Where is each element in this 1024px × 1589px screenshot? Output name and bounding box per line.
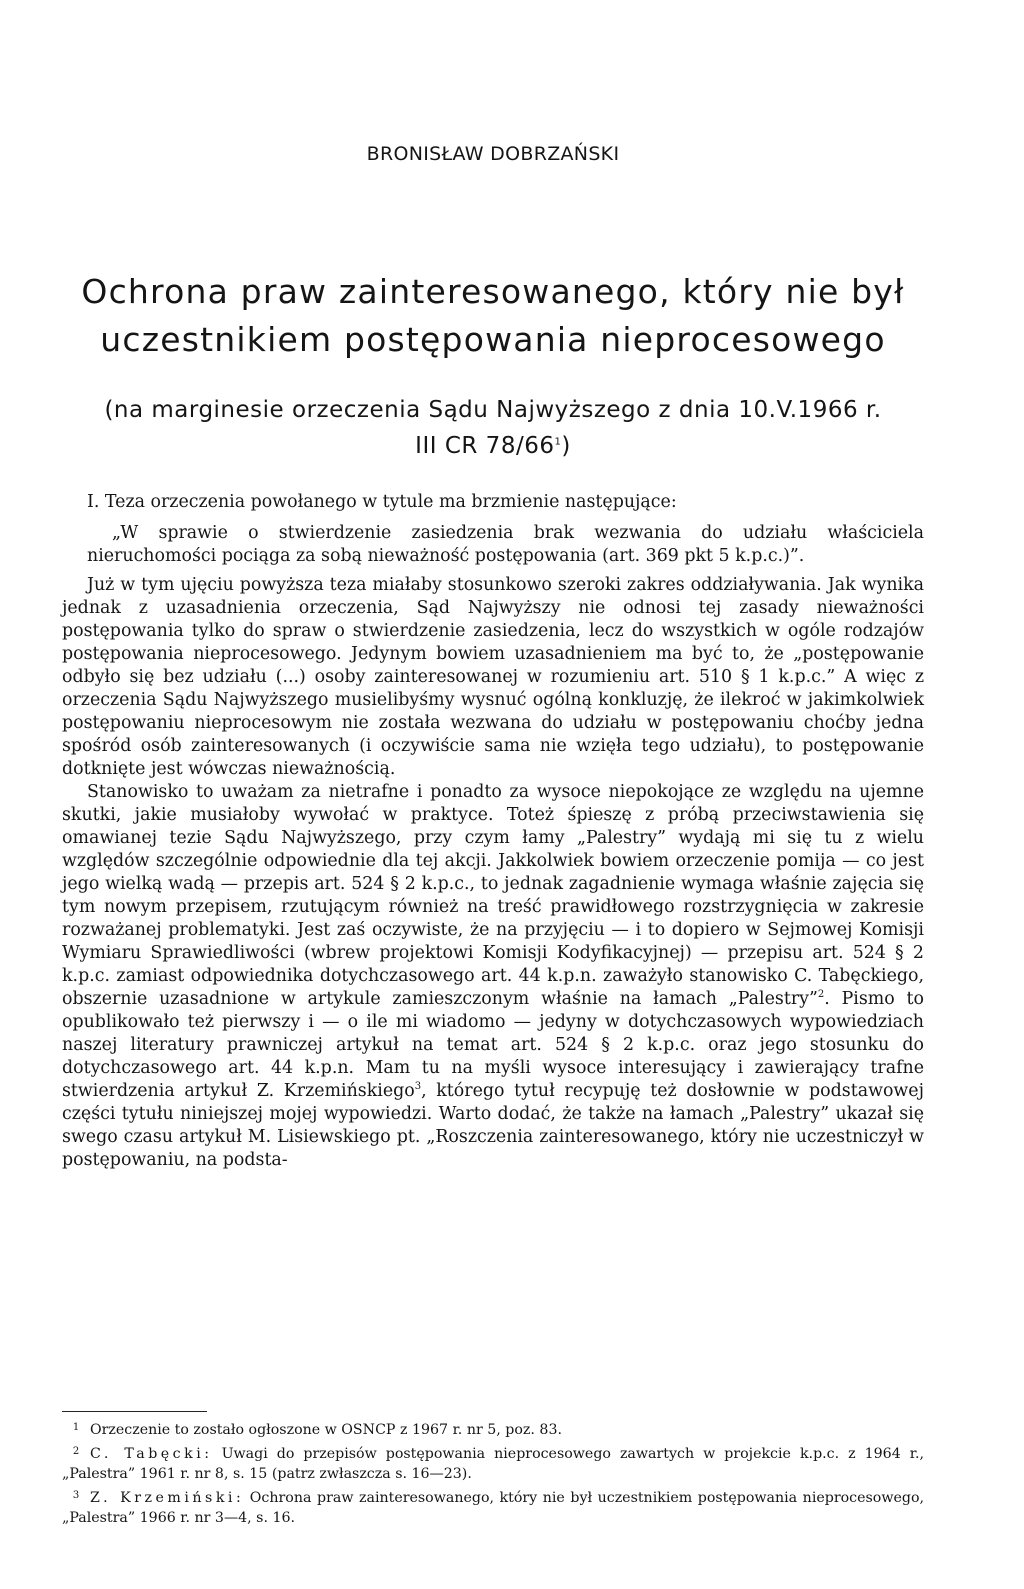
title-line-1: Ochrona praw zainteresowanego, który nie był [81, 272, 905, 311]
footnote-number: 1 [72, 1422, 80, 1433]
footnote-number: 2 [72, 1446, 80, 1457]
subtitle-line-1: (na marginesie orzeczenia Sądu Najwyższego z dnia 10.V.1966 r. [104, 397, 882, 423]
footnote-ref-2: 2 [817, 989, 825, 1001]
author-name: BRONISŁAW DOBRZAŃSKI [366, 143, 620, 165]
footnote-author: C. Tabęcki: [90, 1446, 213, 1462]
paragraph-3-part-b: . Pismo to opublikowało też pierwszy i — o ile mi wiadomo — jedyny w dotychczasowych wypowiedziach naszej literatury prawniczej artykuł na temat art. 524 § 2 k.p.c. oraz jego stosunku do dotychczasowego art. 44 k.p.n. Mam tu na myśli wysoce interesujący i zawierający trafne stwierdzenia artykuł Z. Krzemińskiego [62, 989, 924, 1101]
footnotes [62, 1418, 924, 1530]
paragraph-3-part-a: Stanowisko to uważam za nietrafne i ponadto za wysoce niepokojące ze względu na ujemne skutki, jakie musiałoby wywołać w praktyce. Toteż śpieszę z próbą przeciwstawienia się omawianej tezie Sądu Najwyższego, przy czym łamy „Palestry” wydają mi się tu z wielu względów szczególnie odpowiednie dla tej akcji. Jakkolwiek bowiem orzeczenie pomija — co jest jego wielką wadą — przepis art. 524 § 2 k.p.c., to jednak zagadnienie wymaga właśnie zajęcia się tym nowym przepisem, rzutującym również na treść prawidłowego rozstrzygnięcia w zakresie rozważanej problematyki. Jest zaś oczywiste, że na przyjęciu — i to dopiero w Sejmowej Komisji Wymiaru Sprawiedliwości (wbrew projektowi Komisji Kodyfikacyjnej) — przepisu art. 524 § 2 k.p.c. zamiast odpowiednika dotychczasowego art. 44 k.p.n. zaważyło stanowisko C. Tabęckiego, obszernie uzasadnione w artykule zamieszczonym właśnie na łamach „Palestry” [62, 782, 924, 1009]
footnote-author: Z. Krzemiński: [90, 1490, 245, 1506]
footnote-text: Uwagi do przepisów postępowania nieprocesowego zawartych w projekcie k.p.c. z 1964 r., „Palestra” 1961 r. nr 8, s. 15 (patrz zwłaszcza s. 16—23). [62, 1446, 924, 1482]
footnote-2 [62, 1442, 924, 1484]
footnote-text: Ochrona praw zainteresowanego, który nie był uczestnikiem postępowania nieprocesowego, „Palestra” 1966 r. nr 3—4, s. 16. [62, 1490, 924, 1526]
footnote-1 [62, 1418, 924, 1440]
paragraph-1: I. Teza orzeczenia powołanego w tytule ma brzmienie następujące: [87, 492, 677, 512]
paragraph-2: Już w tym ujęciu powyższa teza miałaby stosunkowo szeroki zakres oddziaływania. Jak wynika jednak z uzasadnienia orzeczenia, Sąd Najwyższy nie odnosi tej zasady nieważności postępowania tylko do spraw o stwierdzenie zasiedzenia, lecz do wszystkich w ogóle rodzajów postępowania nieprocesowego. Jedynym bowiem uzasadnieniem ma być to, że „postępowanie odbyło się bez udziału (...) osoby zainteresowanej w rozumieniu art. 510 § 1 k.p.c.” A więc z orzeczenia Sądu Najwyższego musielibyśmy wysnuć ogólną konkluzję, że ilekroć w jakimkolwiek postępowaniu nieprocesowym nie została wezwana do udziału w postępowaniu choćby jedna spośród osób zainteresowanych (i oczywiście sama nie wzięła tego udziału), to postępowanie dotknięte jest wówczas nieważnością. [62, 575, 924, 779]
subtitle-close-paren: ) [561, 433, 571, 459]
footnote-number: 3 [72, 1490, 80, 1501]
footnote-ref-1: 1 [554, 436, 562, 448]
article-subtitle [62, 392, 924, 464]
footnote-ref-3: 3 [414, 1081, 422, 1093]
footnote-divider [62, 1411, 207, 1412]
subtitle-line-2: III CR 78/66 [415, 433, 555, 459]
title-line-2: uczestnikiem postępowania nieprocesowego [100, 320, 886, 359]
footnote-3 [62, 1486, 924, 1528]
footnote-text: Orzeczenie to zostało ogłoszone w OSNCP z 1967 r. nr 5, poz. 83. [90, 1422, 562, 1438]
article-title [62, 268, 924, 364]
paragraph-3-part-c: , którego tytuł recypuję też dosłownie w podstawowej części tytułu niniejszej mojej wypowiedzi. Warto dodać, że także na łamach „Palestry” ukazał się swego czasu artykuł M. Lisiewskiego pt. „Roszczenia zainteresowanego, który nie uczestniczył w postępowaniu, na podsta- [62, 1081, 924, 1170]
paragraph-3 [62, 781, 924, 1172]
quoted-thesis: „W sprawie o stwierdzenie zasiedzenia brak wezwania do udziału właściciela nieruchomości pociąga za sobą nieważność postępowania (art. 369 pkt 5 k.p.c.)”. [87, 523, 924, 566]
article-body [62, 491, 924, 1172]
